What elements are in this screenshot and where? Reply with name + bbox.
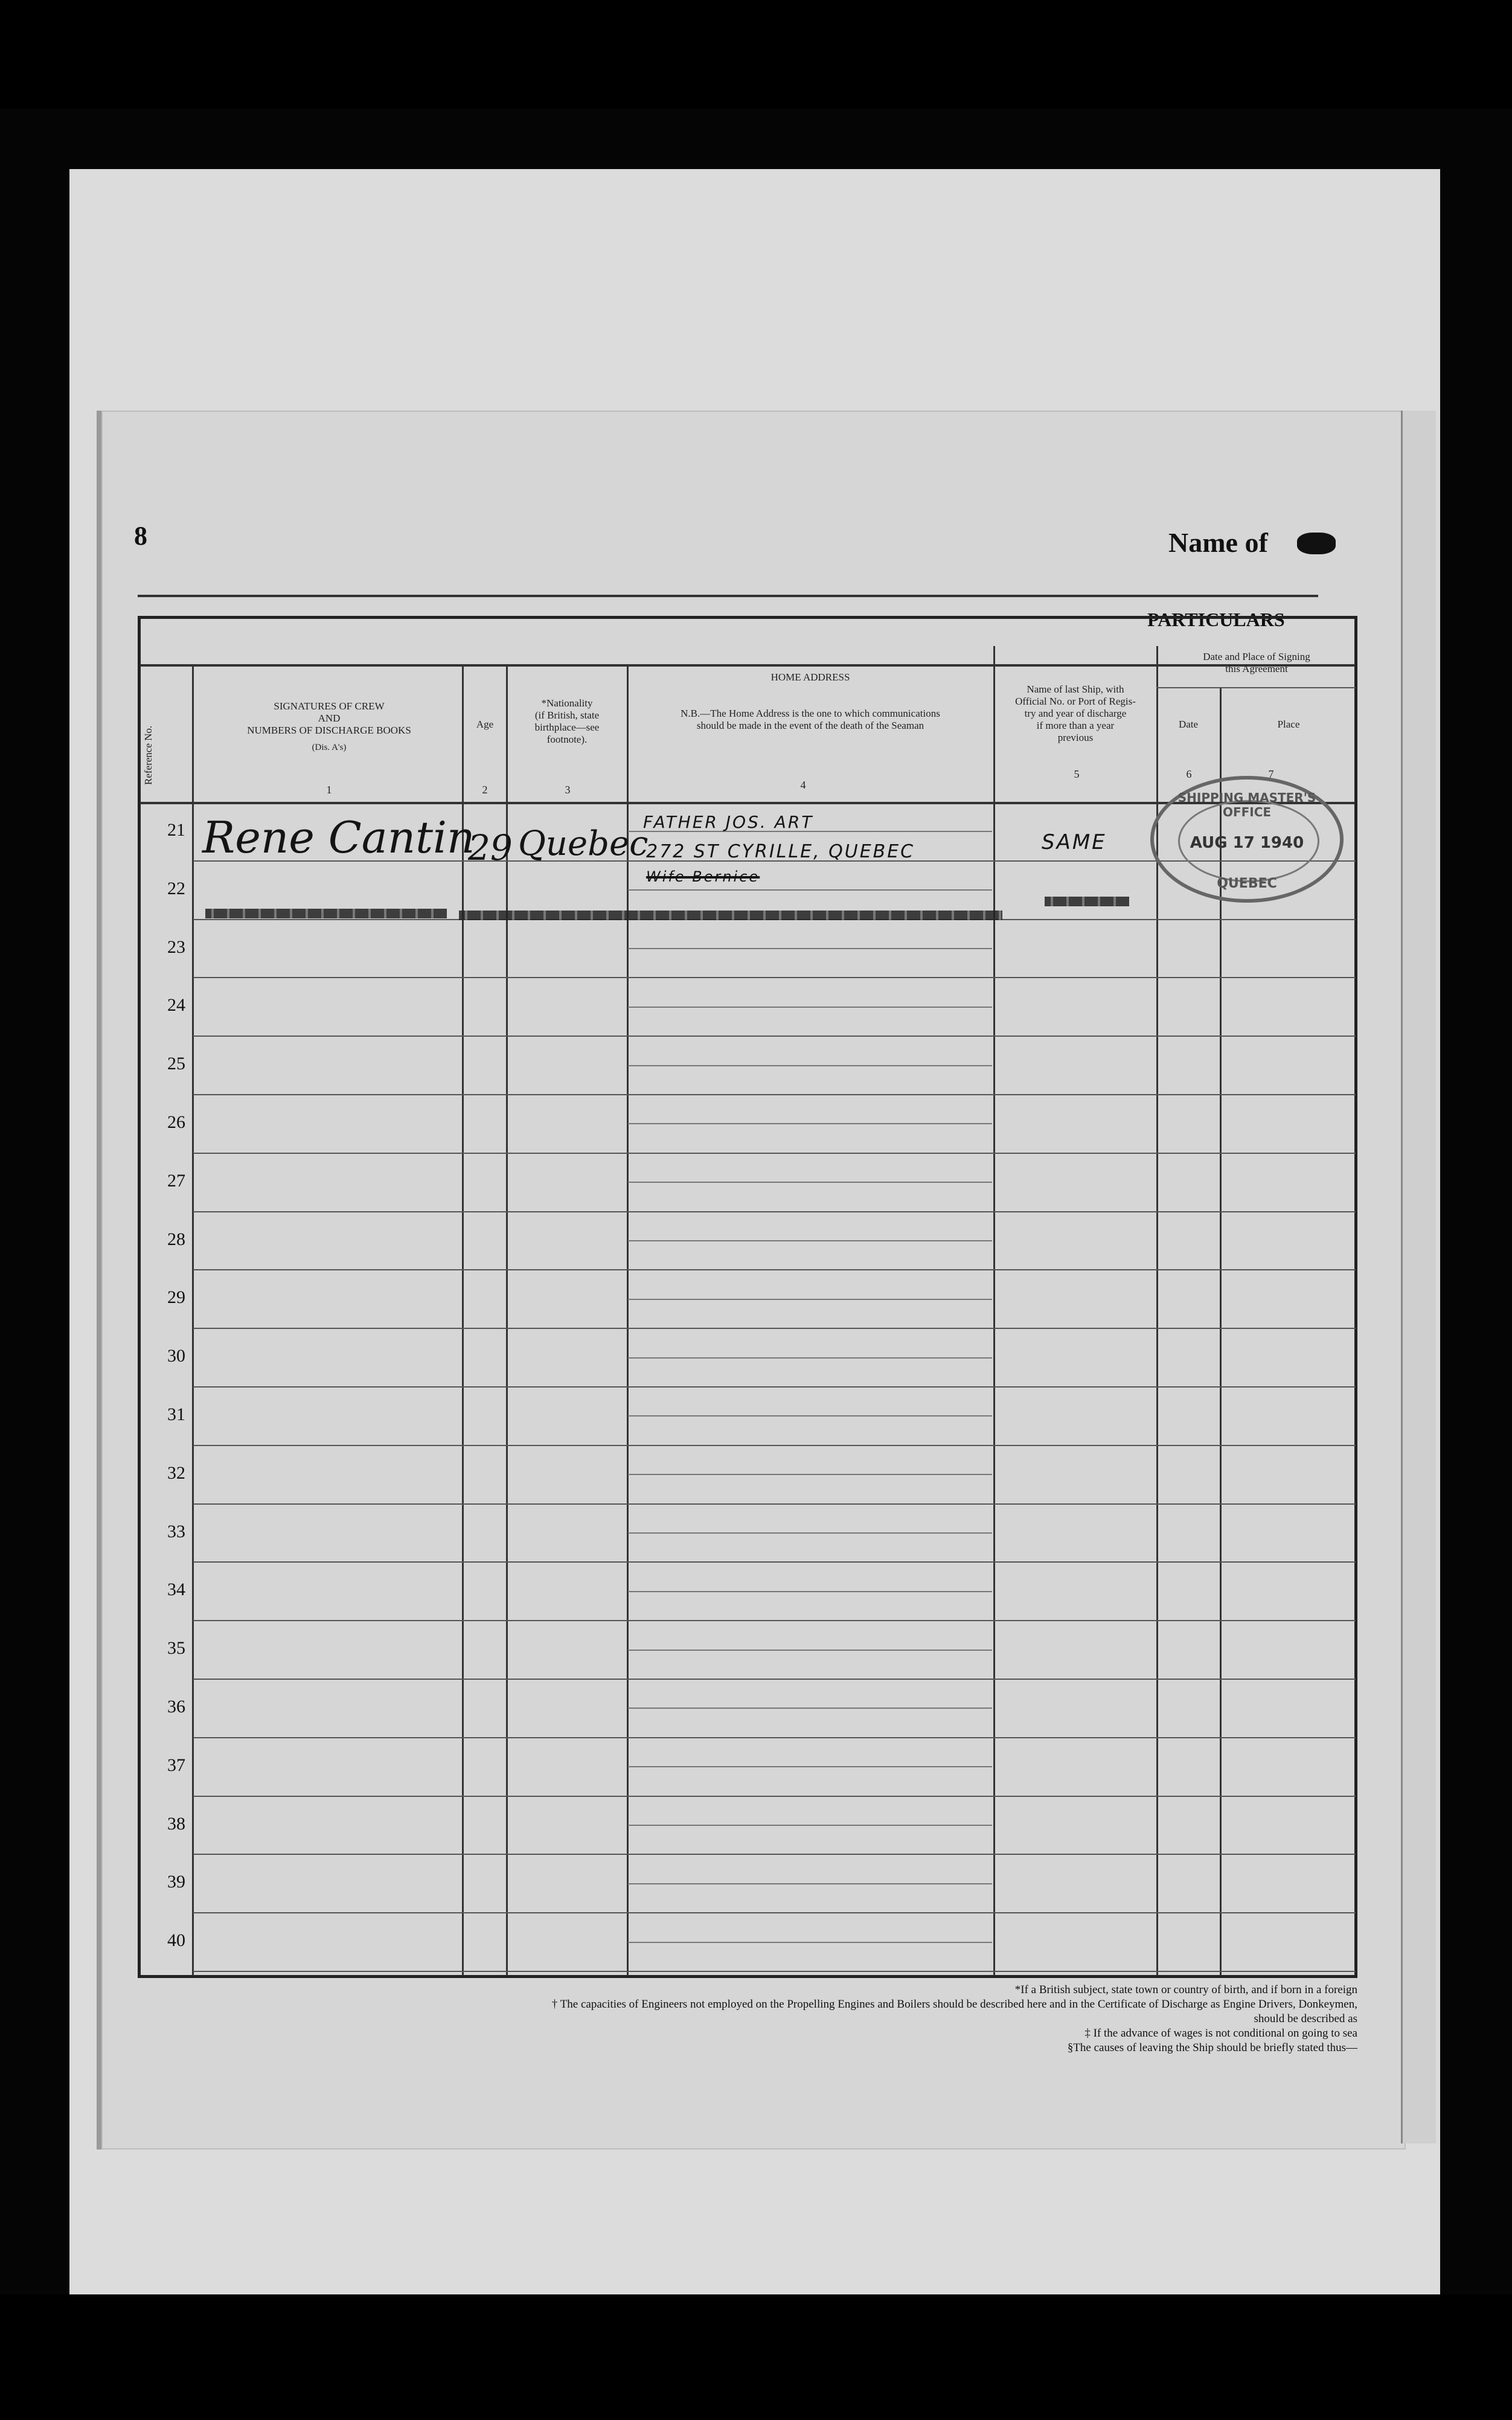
address-subline [628, 1415, 992, 1416]
particulars-heading: PARTICULARS [1147, 609, 1285, 630]
address-subline [628, 889, 992, 891]
signing-group-rule [1156, 687, 1356, 688]
struck-entry-row-22 [459, 911, 1002, 920]
footnote-engineers-cont: should be described as [1254, 2012, 1357, 2025]
address-subline [628, 1591, 992, 1592]
address-subline [628, 1766, 992, 1767]
footnote-nationality: *If a British subject, state town or country of birth, and if born in a foreign [1014, 1983, 1357, 1996]
reference-number: 31 [167, 1404, 185, 1424]
row-line [193, 977, 1356, 978]
footnote-leaving: §The causes of leaving the Ship should be briefly stated thus— [1067, 2041, 1357, 2054]
stamp-office: SHIPPING MASTER'S OFFICE [1177, 790, 1316, 819]
reference-number: 23 [167, 936, 185, 957]
reference-number: 29 [167, 1287, 185, 1308]
address-subline [628, 1357, 992, 1359]
place-heading: Place [1277, 719, 1300, 730]
col-number-7: 7 [1268, 768, 1274, 780]
stamp-place: QUEBEC [1217, 876, 1277, 891]
scan-border-bottom [0, 2294, 1512, 2420]
address-subline [628, 1299, 992, 1300]
address-subline [628, 1883, 992, 1884]
reference-number: 30 [167, 1346, 185, 1366]
row-line [193, 1094, 1356, 1095]
row-line [193, 1269, 1356, 1270]
address-subline [628, 1825, 992, 1826]
reference-number: 38 [167, 1813, 185, 1834]
reference-number: 33 [167, 1521, 185, 1541]
row-line [193, 1620, 1356, 1621]
nationality-heading: *Nationality (if British, state birthplace—see footnote). [534, 697, 600, 745]
struck-signature-row-22 [205, 909, 447, 918]
reference-number: 22 [167, 878, 185, 898]
row-line [193, 1737, 1356, 1738]
row-line [193, 1328, 1356, 1329]
col-number-3: 3 [565, 784, 571, 796]
row-line [193, 1386, 1356, 1388]
address-subline [628, 1182, 992, 1183]
address-subline [628, 1532, 992, 1534]
page-number: 8 [134, 521, 147, 551]
row-line [193, 1971, 1356, 1972]
col-number-1: 1 [326, 784, 332, 796]
home-address-heading: HOME ADDRESS [770, 671, 850, 683]
address-line2-row-21: 272 ST CYRILLE, QUEBEC [646, 841, 915, 862]
row-line [193, 1153, 1356, 1154]
ref-no-heading: Reference No. [143, 725, 154, 785]
reference-number: 27 [167, 1170, 185, 1191]
address-subline [628, 1942, 992, 1943]
footnote-engineers: † The capacities of Engineers not employed on the Propelling Engines and Boilers should be described here and in the Certificate of Discharge as Engine Drivers, Donkeymen, [551, 1998, 1357, 2011]
address-subline [628, 1065, 992, 1066]
col-number-2: 2 [482, 784, 488, 796]
reference-number: 24 [167, 995, 185, 1016]
row-line [193, 1796, 1356, 1797]
home-address-note: N.B.—The Home Address is the one to which communications should be made in the event of the death of the Seaman [681, 708, 940, 731]
reference-number: 28 [167, 1229, 185, 1249]
reference-number: 21 [167, 820, 185, 840]
address-subline [628, 1474, 992, 1475]
address-subline [628, 948, 992, 949]
reference-number: 40 [167, 1930, 185, 1951]
row-line [193, 1445, 1356, 1446]
address-subline [628, 1007, 992, 1008]
col-line-addr [993, 646, 995, 1976]
name-of-heading: Name of [1168, 527, 1268, 558]
reference-number: 34 [167, 1580, 185, 1600]
age-heading: Age [476, 719, 494, 730]
reference-number: 39 [167, 1872, 185, 1892]
col-number-5: 5 [1074, 768, 1080, 780]
signatures-heading: SIGNATURES OF CREW AND NUMBERS OF DISCHARGE BOOKS (Dis. A's) [247, 700, 411, 752]
address-subline [628, 1240, 992, 1241]
address-subline [628, 1708, 992, 1709]
reference-number: 25 [167, 1054, 185, 1074]
row-line [193, 1561, 1356, 1563]
row-line [193, 1211, 1356, 1212]
row-line [193, 1912, 1356, 1913]
col-number-6: 6 [1186, 768, 1192, 780]
adjacent-page-edge [1401, 411, 1436, 2143]
header-rule [138, 595, 1318, 597]
reference-number: 35 [167, 1638, 185, 1659]
nationality-row-21: Quebec [518, 824, 649, 863]
col-number-4: 4 [800, 779, 806, 791]
reference-number: 32 [167, 1462, 185, 1483]
age-row-21: 29 [468, 827, 513, 868]
row-line [193, 1854, 1356, 1855]
ink-blot [1297, 533, 1336, 554]
reference-number: 36 [167, 1697, 185, 1717]
stamp-date: AUG 17 1940 [1190, 834, 1304, 852]
scan-border-top [0, 0, 1512, 109]
signature-row-21: Rene Cantin [202, 812, 475, 863]
reference-number: 26 [167, 1112, 185, 1132]
address-subline [628, 1650, 992, 1651]
row-line [193, 1679, 1356, 1680]
signing-heading: Date and Place of Signing this Agreement [1203, 651, 1310, 674]
address-line1-row-21: FATHER JOS. ART [643, 812, 814, 832]
address-subline [628, 1123, 992, 1124]
row-line [193, 1036, 1356, 1037]
reference-number: 37 [167, 1755, 185, 1775]
address-struck-row-22: Wife Bernice [646, 868, 760, 885]
last-ship-row-21: SAME [1042, 830, 1107, 854]
struck-last-ship-row-22 [1045, 897, 1129, 906]
row-line [193, 1503, 1356, 1505]
footnotes [242, 1983, 1357, 2055]
date-heading: Date [1178, 719, 1199, 730]
shipping-master-stamp [1150, 776, 1344, 903]
footnote-advance: ‡ If the advance of wages is not conditional on going to sea [1084, 2027, 1357, 2040]
last-ship-heading: Name of last Ship, with Official No. or Port of Regis- try and year of discharge if more than a year previous [1015, 683, 1136, 743]
